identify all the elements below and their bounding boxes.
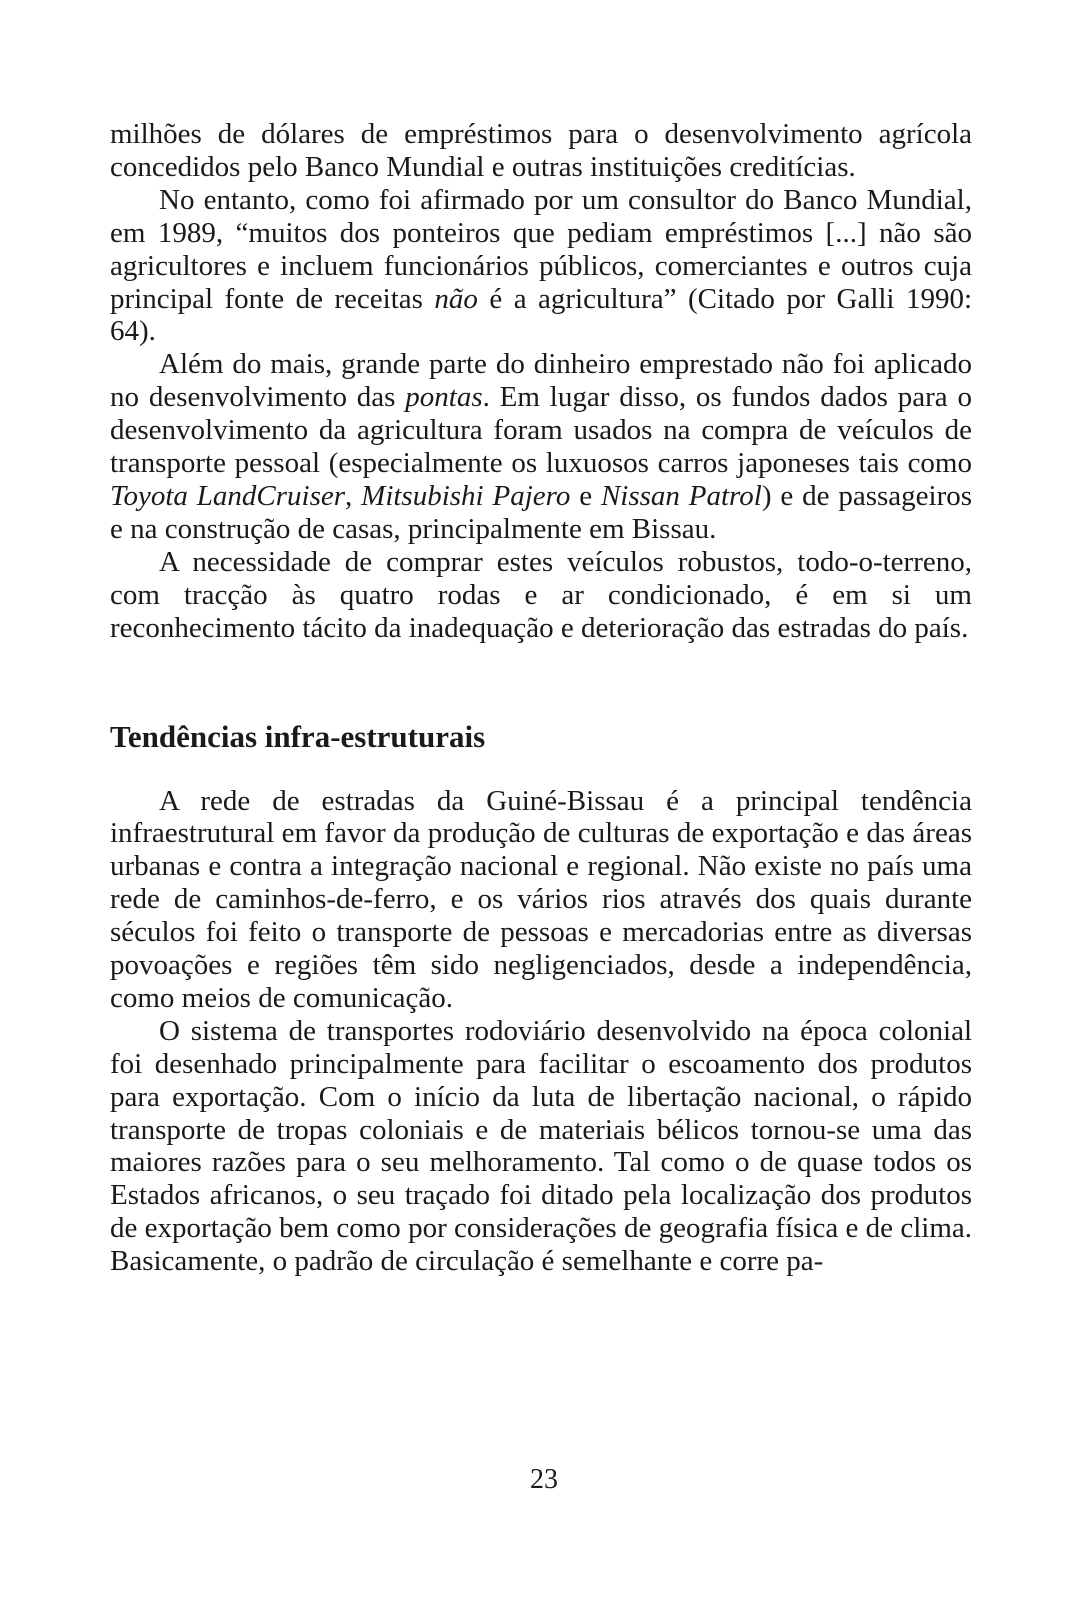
paragraph: milhões de dólares de empréstimos para o desenvolvimento agrícola concedidos pelo Banco Mundial e outras instituições creditícias. [110,118,972,183]
paragraph: O sistema de transportes rodoviário desenvolvido na época colonial foi desenhado principalmente para facilitar o escoamento dos produtos para exportação. Com o início da luta de libertação nacional, o rápido transporte de tropas coloniais e de materiais bélicos tornou-se uma das maiores razões para o seu melhoramento. Tal como o de quase todos os Estados africanos, o seu traçado foi ditado pela localização dos produtos de exportação bem como por considerações de geografia física e de clima. Basicamente, o padrão de circulação é semelhante e corre pa- [110,1014,972,1278]
page-content [110,118,972,1278]
body-text-before-heading [110,118,972,645]
section-heading: Tendências infra-estruturais [110,718,486,754]
body-text-after-heading [110,785,972,1279]
paragraph: A necessidade de comprar estes veículos robustos, todo-o-terreno, com tracção às quatro rodas e ar condicionado, é em si um reconhecimento tácito da inadequação e deterioração das estradas do país. [110,545,972,644]
paragraph: No entanto, como foi afirmado por um consultor do Banco Mundial, em 1989, “muitos dos ponteiros que pediam empréstimos [...] não são agricultores e incluem funcionários públicos, comerciantes e outros cuja principal fonte de receitas não é a agricultura” (Citado por Galli 1990: 64). [110,183,972,348]
paragraph: A rede de estradas da Guiné-Bissau é a principal tendência infraestrutural em favor da produção de culturas de exportação e das áreas urbanas e contra a integração nacional e regional. Não existe no país uma rede de caminhos-de-ferro, e os vários rios através dos quais durante séculos foi feito o transporte de pessoas e mercadorias entre as diversas povoações e regiões têm sido negligenciados, desde a independência, como meios de comunicação. [110,784,972,1014]
page-number: 23 [530,1464,558,1495]
paragraph: Além do mais, grande parte do dinheiro emprestado não foi aplicado no desenvolvimento das pontas. Em lugar disso, os fundos dados para o desenvolvimento da agricultura foram usados na compra de veículos de transporte pessoal (especialmente os luxuosos carros japoneses tais como Toyota LandCruiser, Mitsubishi Pajero e Nissan Patrol) e de passageiros e na construção de casas, principalmente em Bissau. [110,348,973,545]
